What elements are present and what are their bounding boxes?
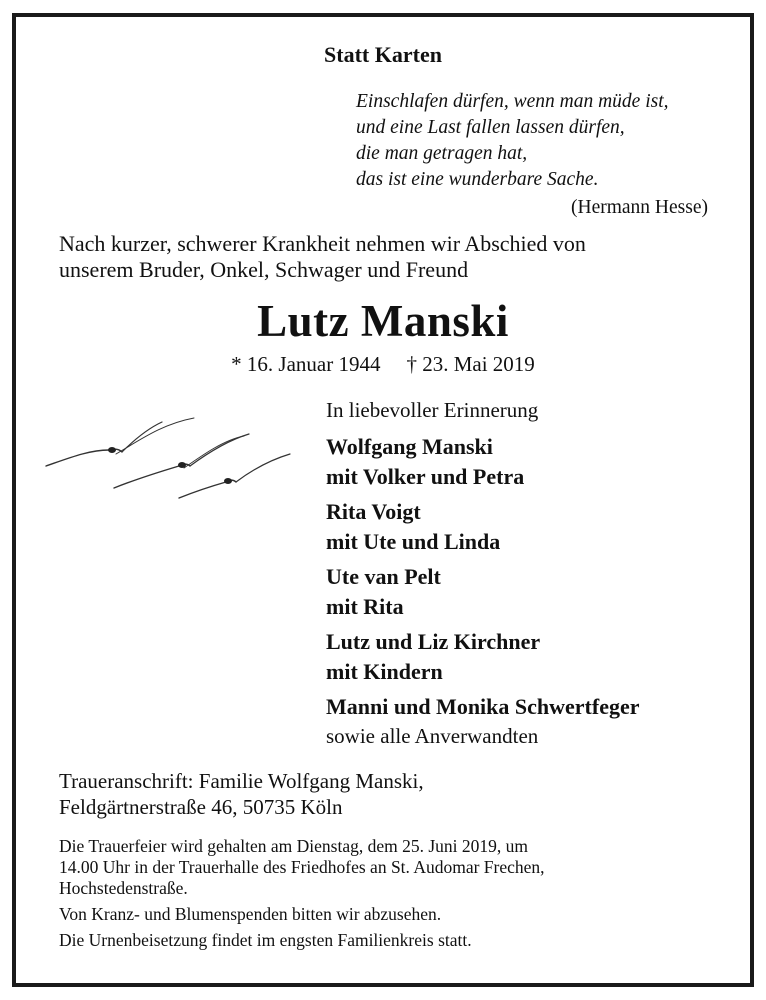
flowers-notice: [59, 904, 545, 925]
mourner-name: Rita Voigt: [326, 499, 421, 524]
list-item: [326, 627, 640, 687]
list-item: [326, 692, 640, 722]
mourner-family: mit Ute und Linda: [326, 529, 501, 554]
header-title: Statt Karten: [324, 42, 442, 67]
address-line: Feldgärtnerstraße 46, 50735 Köln: [59, 795, 343, 819]
mourner-name: Wolfgang Manski: [326, 434, 493, 459]
quote-line: und eine Last fallen lassen dürfen,: [356, 117, 625, 138]
funeral-notice: [59, 836, 545, 899]
list-item: [326, 432, 640, 492]
birth-date: * 16. Januar 1944: [231, 352, 381, 376]
intro-line: Nach kurzer, schwerer Krankheit nehmen wir Abschied von: [59, 231, 586, 256]
list-item: [326, 562, 640, 622]
mourner-family: mit Kindern: [326, 659, 443, 684]
relatives-line: sowie alle Anverwandten: [326, 724, 539, 748]
intro-text: [59, 231, 586, 283]
mourner-name: Ute van Pelt: [326, 564, 441, 589]
notice-line: 14.00 Uhr in der Trauerhalle des Friedhofes an St. Audomar Frechen,: [59, 857, 545, 877]
quote-line: die man getragen hat,: [356, 143, 528, 164]
urn-notice: [59, 930, 545, 951]
mourner-name: Manni und Monika Schwertfeger: [326, 694, 640, 719]
notice-line: Die Urnenbeisetzung findet im engsten Familienkreis statt.: [59, 930, 472, 950]
notice-line: Von Kranz- und Blumenspenden bitten wir abzusehen.: [59, 904, 442, 924]
mourner-family: mit Volker und Petra: [326, 464, 525, 489]
deceased-name: Lutz Manski: [257, 296, 509, 346]
quote-line: das ist eine wunderbare Sache.: [356, 169, 599, 190]
quote-author: (Hermann Hesse): [571, 197, 708, 218]
intro-line: unserem Bruder, Onkel, Schwager und Freund: [59, 257, 469, 282]
list-item: [326, 497, 640, 557]
mourner-family: mit Rita: [326, 594, 404, 619]
memory-line: In liebevoller Erinnerung: [326, 398, 539, 422]
quote-block: [356, 89, 708, 221]
mourner-name: Lutz und Liz Kirchner: [326, 629, 541, 654]
mourning-address: [59, 768, 424, 820]
flying-birds-icon: [44, 410, 294, 500]
death-date: † 23. Mai 2019: [406, 352, 535, 376]
quote-line: Einschlafen dürfen, wenn man müde ist,: [356, 91, 669, 112]
address-line: Traueranschrift: Familie Wolfgang Manski,: [59, 769, 424, 793]
notices-block: [59, 836, 545, 956]
mourners-list: [326, 432, 640, 727]
notice-line: Die Trauerfeier wird gehalten am Dienstag, dem 25. Juni 2019, um: [59, 836, 528, 856]
life-dates: [0, 352, 766, 377]
notice-line: Hochstedenstraße.: [59, 878, 188, 898]
